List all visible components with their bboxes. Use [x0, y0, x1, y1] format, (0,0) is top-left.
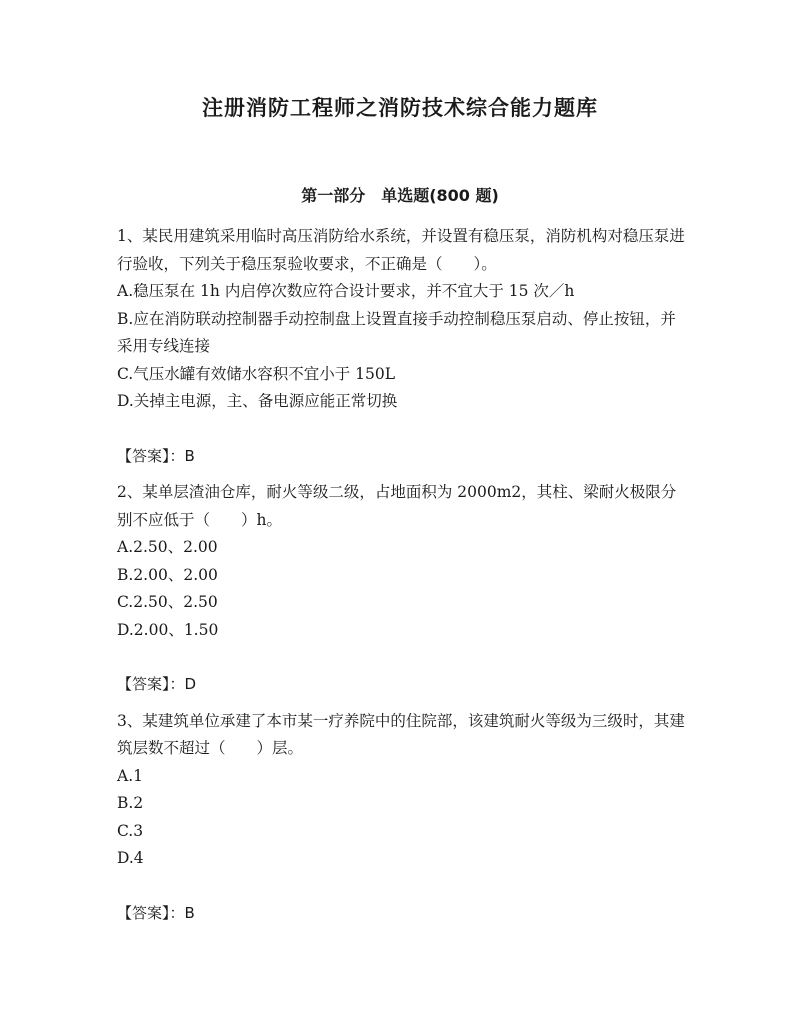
question-2 [117, 479, 689, 699]
question-option-b: B.应在消防联动控制器手动控制盘上设置直接手动控制稳压泵启动、停止按钮，并采用专线连接 [117, 309, 676, 355]
question-option-b: B.2.00、2.00 [117, 565, 218, 584]
question-stem: 2、某单层渣油仓库，耐火等级二级，占地面积为 2000m2，其柱、梁耐火极限分别不应低于（ ）h。 [117, 483, 677, 529]
question-option-c: C.2.50、2.50 [117, 593, 218, 611]
question-option-b: B.2 [117, 794, 144, 812]
question-answer: 【答案】：D [117, 675, 197, 693]
question-option-c: C.气压水罐有效储水容积不宜小于 150L [117, 364, 396, 383]
question-option-a: A.1 [117, 766, 143, 785]
question-option-a: A.稳压泵在 1h 内启停次数应符合设计要求，并不宜大于 15 次／h [117, 282, 575, 300]
question-stem: 1、某民用建筑采用临时高压消防给水系统，并设置有稳压泵，消防机构对稳压泵进行验收，下列关于稳压泵验收要求，不正确是（ ）。 [117, 227, 685, 273]
question-answer: 【答案】：B [117, 446, 195, 465]
question-answer: 【答案】：B [117, 903, 195, 922]
question-list [117, 223, 689, 936]
question-1 [117, 223, 689, 470]
question-option-c: C.3 [117, 821, 144, 840]
question-option-d: D.4 [117, 849, 144, 867]
document-title: 注册消防工程师之消防技术综合能力题库 [202, 96, 598, 120]
question-stem: 3、某建筑单位承建了本市某一疗养院中的住院部，该建筑耐火等级为三级时，其建筑层数不超过（ ）层。 [117, 711, 685, 757]
question-option-d: D.关掉主电源，主、备电源应能正常切换 [117, 392, 398, 410]
question-3 [117, 708, 689, 928]
question-option-a: A.2.50、2.00 [117, 538, 218, 556]
section-title: 第一部分 单选题(800 题) [301, 186, 499, 205]
question-option-d: D.2.00、1.50 [117, 620, 219, 639]
